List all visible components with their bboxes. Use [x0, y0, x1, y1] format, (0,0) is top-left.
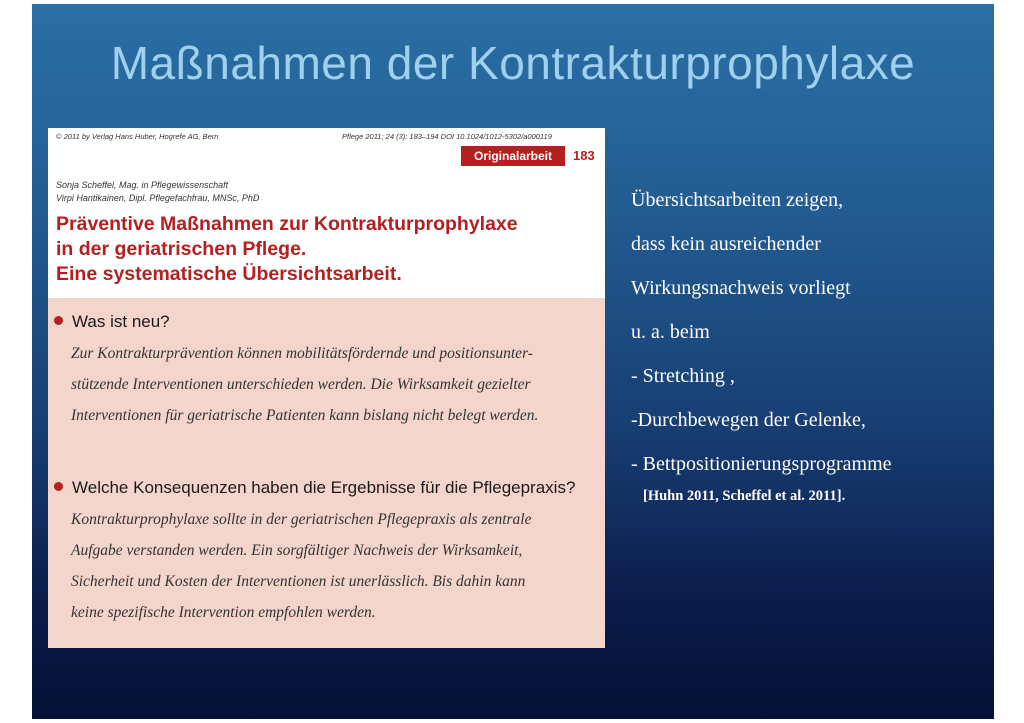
author-line: Sonja Scheffel, Mag. in Pflegewissenschaft	[56, 180, 229, 190]
statement-line: - Stretching ,	[631, 365, 735, 387]
statement-text	[631, 178, 991, 486]
statement-line: - Bettpositionierungsprogramme	[631, 453, 892, 475]
section-text-line: Zur Kontrakturprävention können mobilitätsfördernde und positionsunter-	[71, 345, 533, 362]
slide	[32, 4, 994, 719]
statement-line: Wirkungsnachweis vorliegt	[631, 277, 851, 299]
copyright-line: © 2011 by Verlag Hans Huber, Hogrefe AG, Bern	[56, 132, 219, 141]
bullet-icon	[54, 316, 63, 325]
section-text-line: Kontrakturprophylaxe sollte in der geriatrischen Pflegepraxis als zentrale	[71, 511, 532, 528]
page-number: 183	[573, 148, 595, 163]
section-heading	[54, 478, 575, 498]
statement-line: -Durchbewegen der Gelenke,	[631, 409, 866, 431]
section-heading-text: Was ist neu?	[72, 312, 170, 331]
bullet-icon	[54, 482, 63, 491]
section-text-line: keine spezifische Intervention empfohlen werden.	[71, 604, 376, 621]
statement-line: Übersichtsarbeiten zeigen,	[631, 189, 844, 211]
article-title-line: in der geriatrischen Pflege.	[56, 238, 307, 260]
article-title-line: Präventive Maßnahmen zur Kontrakturprophylaxe	[56, 213, 518, 235]
article-excerpt-image	[48, 128, 605, 648]
article-header	[48, 128, 605, 298]
article-type-badge: Originalarbeit	[461, 146, 565, 166]
section-text	[71, 338, 601, 431]
statement-line: dass kein ausreichender	[631, 233, 821, 255]
section-text-line: Sicherheit und Kosten der Interventionen ist unerlässlich. Bis dahin kann	[71, 573, 526, 590]
author-line: Virpi Hantikainen, Dipl. Pflegefachfrau, MNSc, PhD	[56, 193, 260, 203]
article-title	[56, 212, 601, 287]
section-heading	[54, 312, 170, 332]
slide-title: Maßnahmen der Kontrakturprophylaxe	[110, 37, 916, 89]
section-text-line: Aufgabe verstanden werden. Ein sorgfältiger Nachweis der Wirksamkeit,	[71, 542, 523, 559]
article-title-line: Eine systematische Übersichtsarbeit.	[56, 263, 402, 285]
section-heading-text: Welche Konsequenzen haben die Ergebnisse für die Pflegepraxis?	[72, 478, 576, 497]
section-text	[71, 504, 601, 628]
reference-citation: [Huhn 2011, Scheffel et al. 2011].	[643, 488, 846, 504]
article-highlight-box	[48, 298, 605, 648]
section-text-line: stützende Interventionen unterschieden werden. Die Wirksamkeit gezielter	[71, 376, 531, 393]
section-text-line: Interventionen für geriatrische Patienten kann bislang nicht belegt werden.	[71, 407, 539, 424]
citation-line: Pflege 2011; 24 (3): 183–194 DOI 10.1024/1012-5302/a000119	[342, 132, 552, 141]
statement-line: u. a. beim	[631, 321, 710, 343]
